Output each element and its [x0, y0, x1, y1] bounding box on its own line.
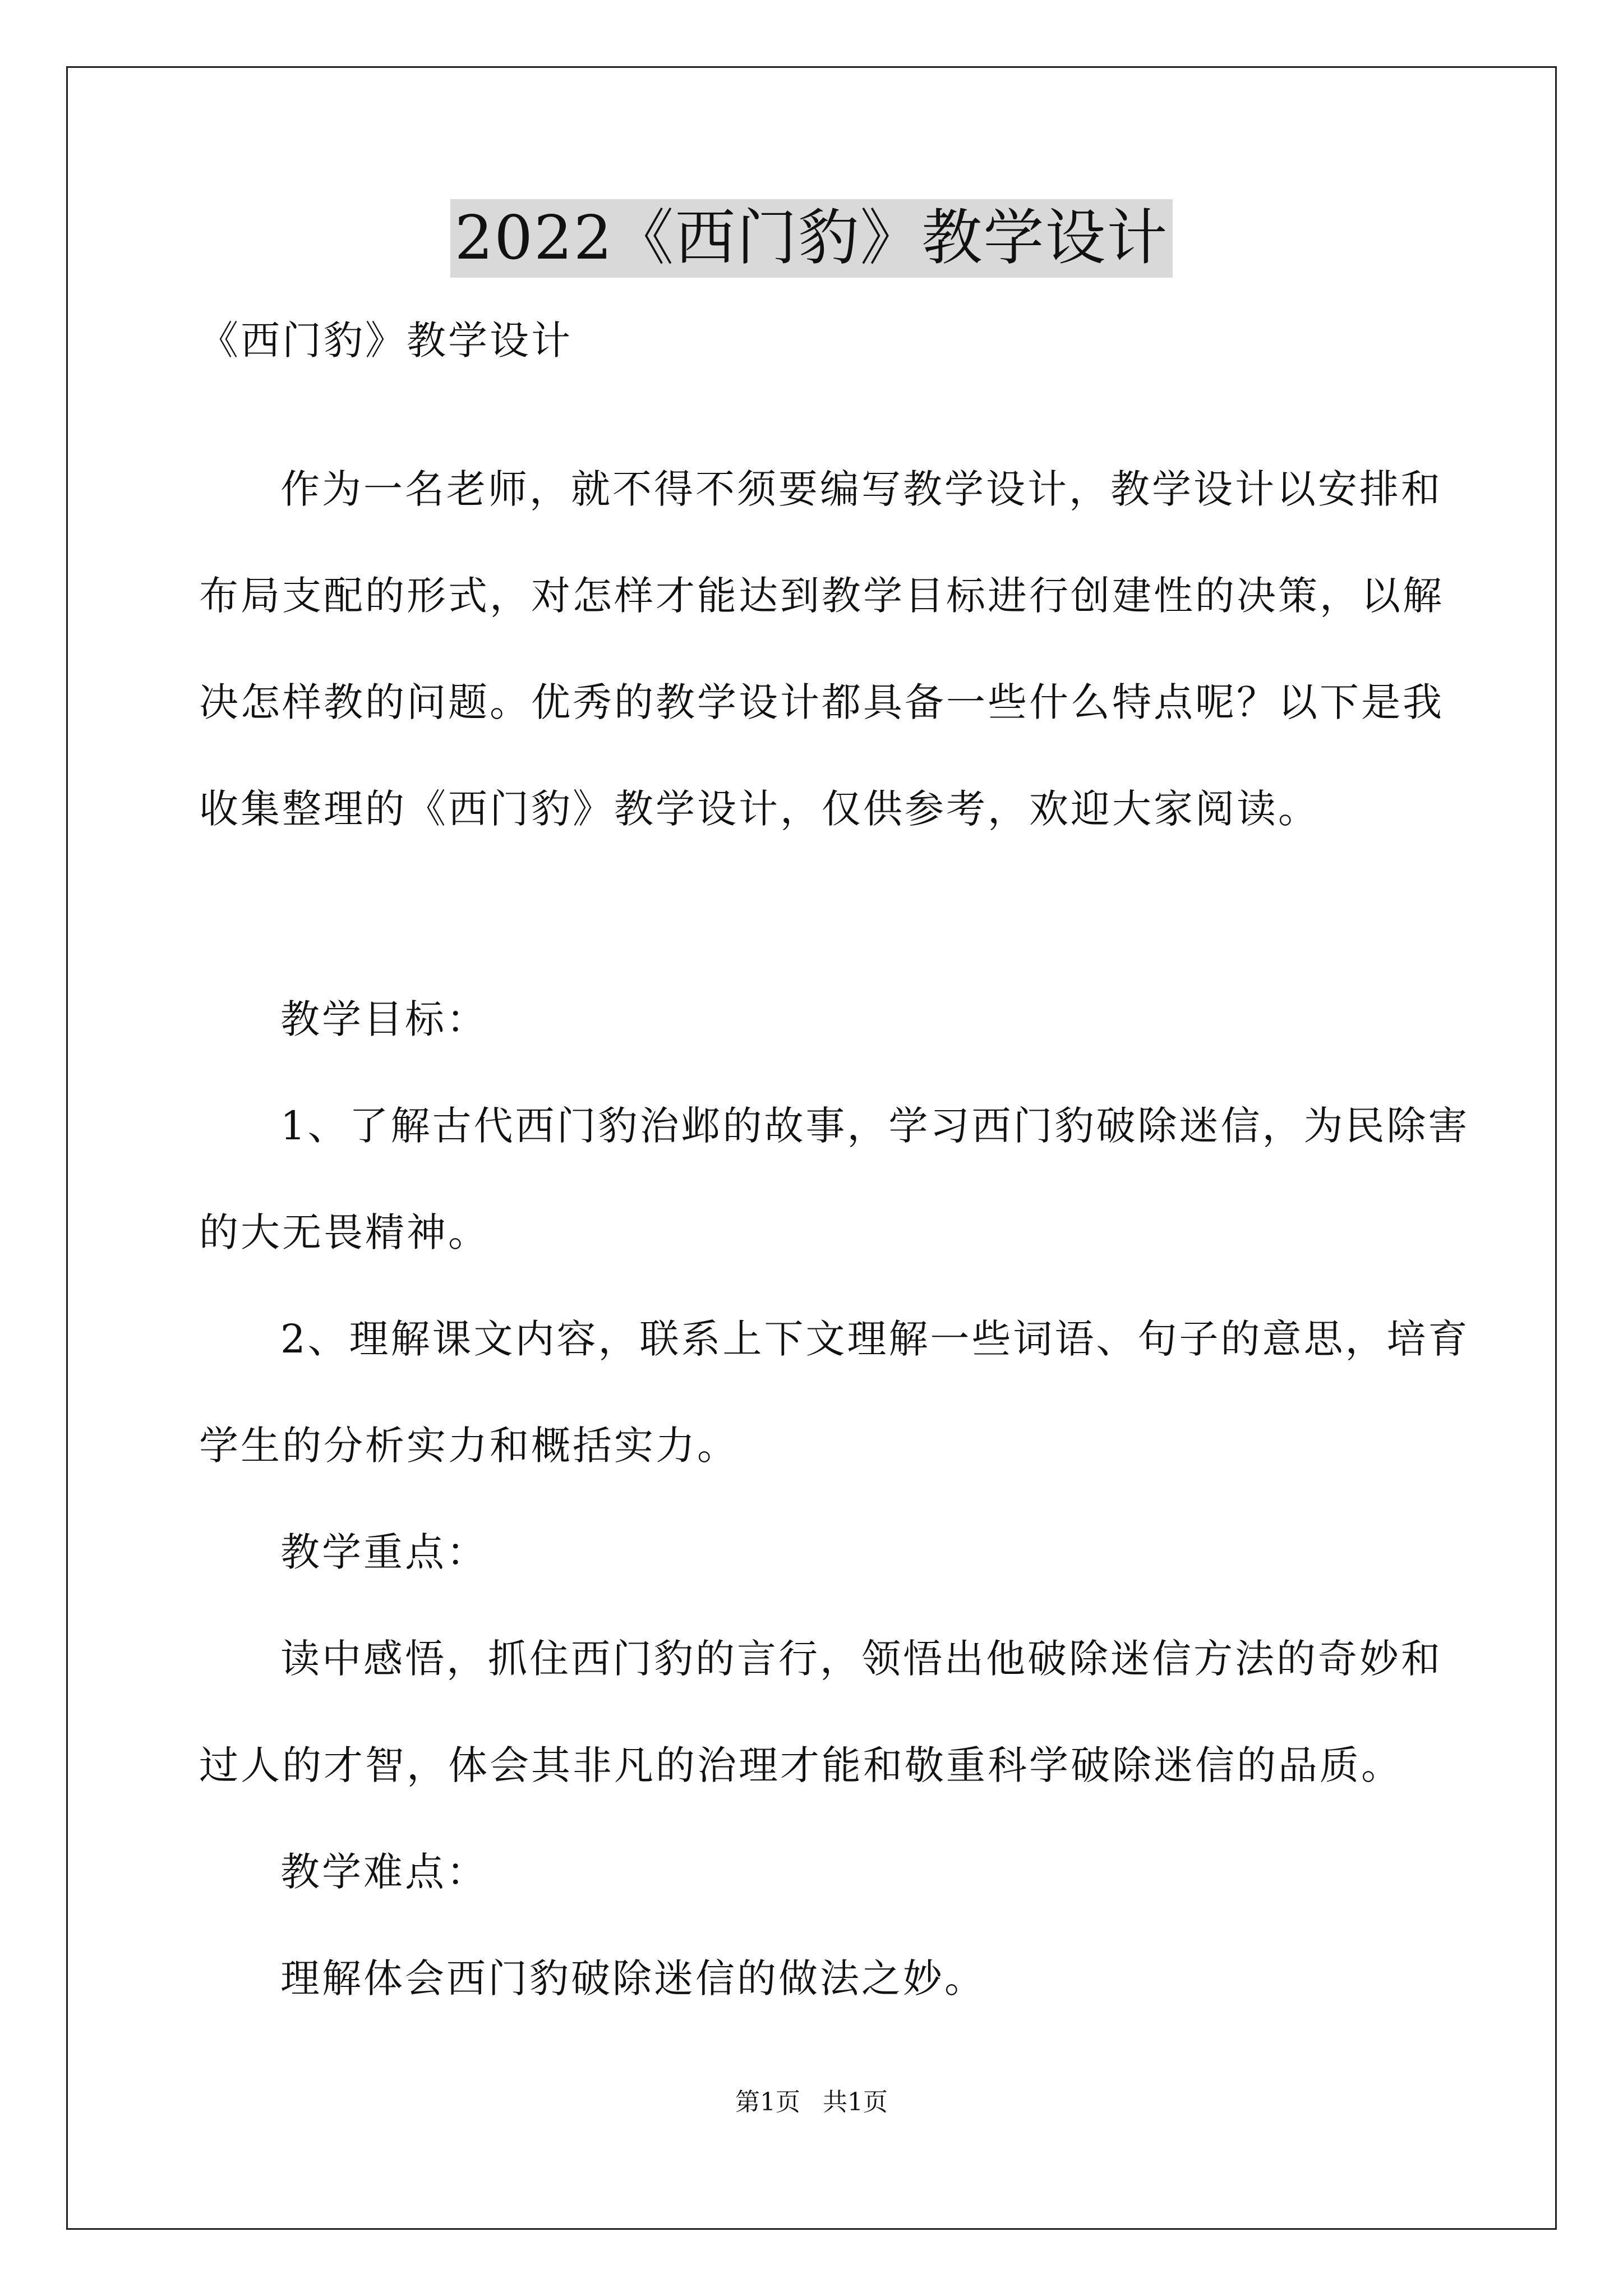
intro-line-2: 布局支配的形式，对怎样才能达到教学目标进行创建性的决策，以解 — [199, 573, 1444, 619]
key-heading: 教学重点： — [280, 1529, 488, 1575]
intro-line-1: 作为一名老师，就不得不须要编写教学设计，教学设计以安排和 — [280, 466, 1442, 512]
goals-heading: 教学目标： — [280, 996, 488, 1042]
key-text-line-1: 读中感悟，抓住西门豹的言行，领悟出他破除迷信方法的奇妙和 — [280, 1636, 1442, 1682]
goal-1-line-1: 1、了解古代西门豹治邺的故事，学习西门豹破除迷信，为民除害 — [280, 1103, 1470, 1149]
intro-line-4: 收集整理的《西门豹》教学设计，仅供参考，欢迎大家阅读。 — [199, 786, 1320, 832]
subtitle: 《西门豹》教学设计 — [199, 318, 573, 364]
goal-2-line-2: 学生的分析实力和概括实力。 — [199, 1423, 739, 1469]
title-container — [0, 199, 1623, 278]
page-number: 第1页 — [735, 2088, 800, 2116]
document-title: 2022《西门豹》教学设计 — [450, 199, 1173, 278]
page-total: 共1页 — [823, 2088, 888, 2116]
difficulty-text: 理解体会西门豹破除迷信的做法之妙。 — [280, 1955, 986, 2001]
goal-2-line-1: 2、理解课文内容，联系上下文理解一些词语、句子的意思，培育 — [280, 1316, 1470, 1362]
page-footer — [0, 2086, 1623, 2119]
goal-1-line-2: 的大无畏精神。 — [199, 1209, 490, 1255]
difficulty-heading: 教学难点： — [280, 1849, 488, 1895]
intro-line-3: 决怎样教的问题。优秀的教学设计都具备一些什么特点呢？以下是我 — [199, 679, 1444, 725]
key-text-line-2: 过人的才智，体会其非凡的治理才能和敬重科学破除迷信的品质。 — [199, 1742, 1403, 1788]
